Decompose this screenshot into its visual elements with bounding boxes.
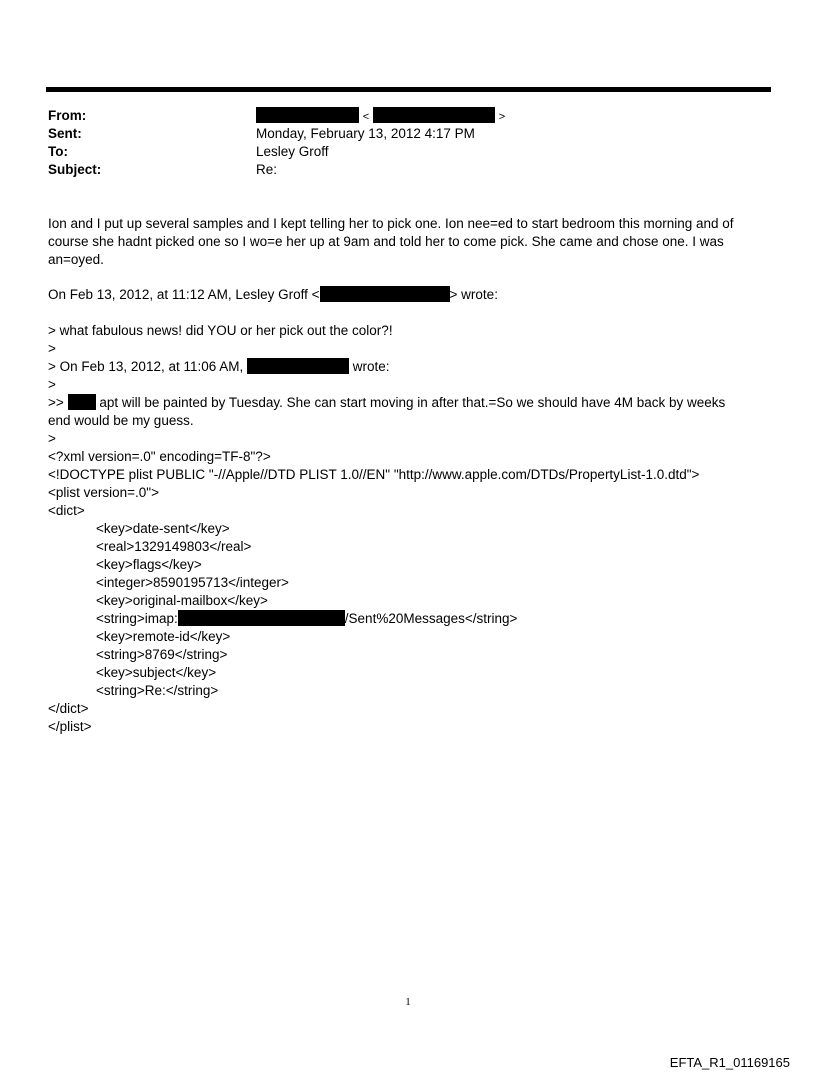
quote-intro — [48, 286, 498, 304]
quote-line-b: wrote: — [352, 359, 390, 374]
sent-value: Monday, February 13, 2012 4:17 PM — [256, 126, 475, 141]
redaction-box — [373, 107, 495, 123]
body-paragraph: Ion and I put up several samples and I kept telling her to pick one. Ion nee=ed to start bedroom this morning and of course she hadnt picked one so I wo=e her up at 9am and told her to come pick. She came and chose one. I was an=oyed. — [48, 216, 734, 267]
quote-line-b: apt will be painted by Tuesday. She can start moving in after that.=So we should have 4M back by weeks end would be my guess. — [48, 395, 726, 428]
xml-line: </dict> — [48, 701, 89, 716]
xml-line: </plist> — [48, 719, 92, 734]
quote-line: > — [48, 431, 56, 446]
quote-line: > — [48, 341, 56, 356]
xml-line: <key>remote-id</key> — [96, 629, 231, 644]
xml-line: <string>Re:</string> — [96, 683, 219, 698]
quote-line-a: > On Feb 13, 2012, at 11:06 AM, — [48, 359, 244, 374]
redaction-box — [320, 286, 450, 302]
from-lt: < — [362, 111, 370, 123]
xml-line: <real>1329149803</real> — [96, 539, 252, 554]
to-label: To: — [48, 144, 68, 159]
quote-intro-b: > wrote: — [449, 287, 498, 302]
quote-intro-a: On Feb 13, 2012, at 11:12 AM, Lesley Groff < — [48, 287, 320, 302]
redaction-box — [247, 358, 349, 374]
from-gt: > — [498, 111, 506, 123]
sent-label: Sent: — [48, 126, 82, 141]
header-rule — [46, 87, 771, 92]
xml-line: <!DOCTYPE plist PUBLIC "-//Apple//DTD PLIST 1.0//EN" "http://www.apple.com/DTDs/PropertyList-1.0.dtd"> — [48, 467, 700, 482]
xml-line: <?xml version=.0" encoding=TF-8"?> — [48, 449, 271, 464]
quote-line — [48, 394, 748, 430]
from-value — [256, 107, 505, 126]
xml-line: <dict> — [48, 503, 85, 518]
xml-line: <plist version=.0"> — [48, 485, 159, 500]
redaction-box — [178, 610, 345, 626]
redaction-box — [68, 394, 96, 410]
xml-line: <key>date-sent</key> — [96, 521, 230, 536]
from-label: From: — [48, 108, 87, 123]
xml-line-b: /Sent%20Messages</string> — [344, 611, 518, 626]
quote-line: > what fabulous news! did YOU or her pick out the color?! — [48, 323, 393, 338]
xml-line: <key>subject</key> — [96, 665, 217, 680]
quote-line — [48, 358, 390, 376]
xml-line: <string>8769</string> — [96, 647, 228, 662]
subject-value: Re: — [256, 162, 278, 177]
xml-line-a: <string>imap: — [96, 611, 178, 626]
redaction-box — [256, 107, 359, 123]
subject-label: Subject: — [48, 162, 102, 177]
to-value: Lesley Groff — [256, 144, 329, 159]
xml-line: <integer>8590195713</integer> — [96, 575, 289, 590]
xml-line: <key>flags</key> — [96, 557, 202, 572]
document-id: EFTA_R1_01169165 — [669, 1055, 790, 1070]
quote-line: > — [48, 377, 56, 392]
page-number: 1 — [405, 996, 411, 1008]
quote-line-a: >> — [48, 395, 64, 410]
xml-line — [96, 610, 517, 628]
xml-line: <key>original-mailbox</key> — [96, 593, 268, 608]
